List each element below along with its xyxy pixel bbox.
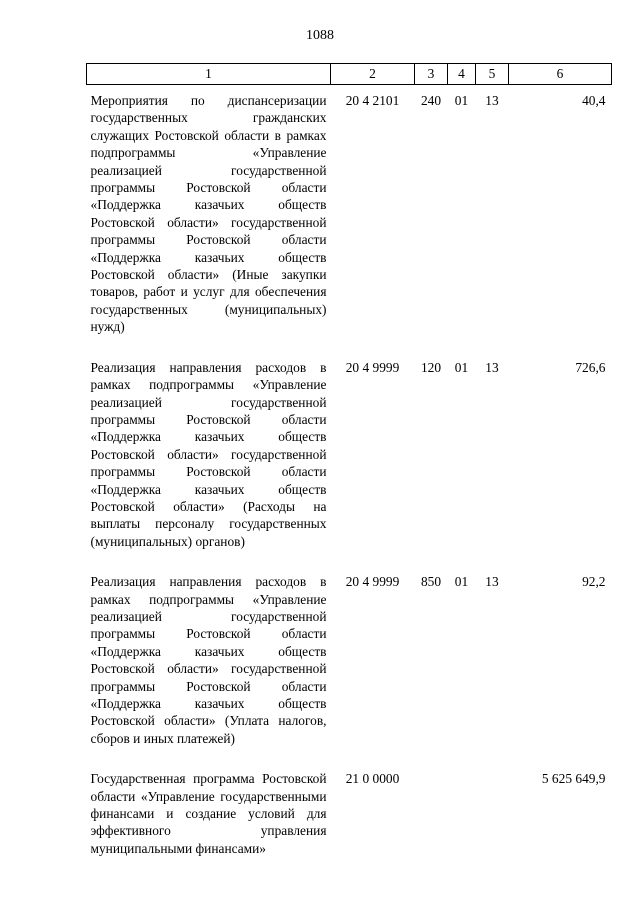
- table-row: [87, 763, 612, 873]
- budget-table: [86, 63, 612, 873]
- row-expense-type: 120: [420, 359, 442, 375]
- row-expense-type: 850: [420, 574, 442, 590]
- table-row: [87, 566, 612, 763]
- header-col-5: 5: [476, 64, 509, 85]
- row-section: 01: [454, 93, 469, 108]
- page-number: 1088: [306, 28, 334, 43]
- header-row: [87, 64, 612, 85]
- header-col-4: 4: [448, 64, 476, 85]
- row-subsection: [476, 763, 509, 873]
- table-row: [87, 85, 612, 352]
- row-section: [448, 763, 476, 873]
- row-sum: 5 625 649,9: [541, 771, 606, 787]
- row-sum: 726,6: [575, 359, 606, 375]
- header-col-3: 3: [415, 64, 448, 85]
- row-sum: 92,2: [582, 574, 606, 590]
- row-expense-type: [415, 763, 448, 873]
- row-target-article: 20 4 9999: [345, 359, 400, 375]
- row-description: Государственная программа Ростовской области «Управление государственными финансами и создание условий для эффективного управления муниципальными финансами»: [90, 771, 327, 856]
- row-sum: 40,4: [582, 93, 606, 108]
- row-expense-type: 240: [420, 93, 442, 108]
- row-description: Мероприятия по диспансеризации государственных гражданских служащих Ростовской области в рамках подпрограммы «Управление реализацией государственной программы Ростовской области «Поддержка казачьих обществ Ростовской области» государственной программы Ростовской области «Поддержка казачьих обществ Ростовской области» (Иные закупки товаров, работ и услуг для обеспечения государственных (муниципальных) нужд): [90, 93, 327, 335]
- row-target-article: 20 4 2101: [345, 93, 400, 108]
- row-section: 01: [454, 574, 469, 590]
- header-col-6: 6: [509, 64, 612, 85]
- row-subsection: 13: [485, 574, 499, 590]
- header-col-1: 1: [87, 64, 331, 85]
- header-col-2: 2: [331, 64, 415, 85]
- row-target-article: 20 4 9999: [345, 574, 400, 590]
- table-row: [87, 352, 612, 566]
- row-description: Реализация направления расходов в рамках подпрограммы «Управление реализацией государственной программы Ростовской области «Поддержка казачьих обществ Ростовской области» государственной программы Ростовской области «Поддержка казачьих обществ Ростовской области» (Расходы на выплаты персоналу государственных (муниципальных) органов): [90, 359, 327, 549]
- row-description: Реализация направления расходов в рамках подпрограммы «Управление реализацией государственной программы Ростовской области «Поддержка казачьих обществ Ростовской области» государственной программы Ростовской области «Поддержка казачьих обществ Ростовской области» (Уплата налогов, сборов и иных платежей): [90, 574, 327, 746]
- row-section: 01: [454, 359, 469, 375]
- row-subsection: 13: [485, 93, 499, 108]
- row-target-article: 21 0 0000: [345, 771, 400, 787]
- row-subsection: 13: [485, 359, 499, 375]
